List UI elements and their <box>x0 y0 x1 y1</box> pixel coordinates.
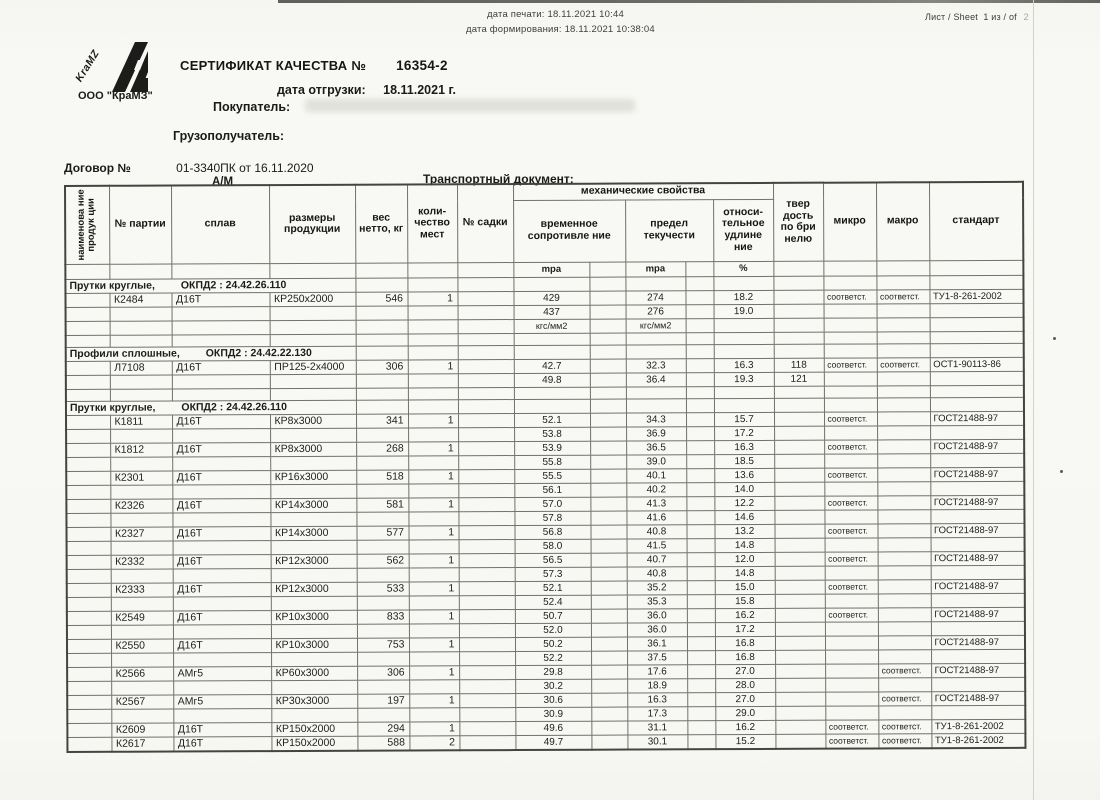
group-cell <box>66 346 356 361</box>
cell: 57.3 <box>515 567 591 581</box>
cell: ГОСТ21488-97 <box>931 607 1025 621</box>
group-okpd-code: ОКПД2 : 24.42.26.110 <box>181 401 287 414</box>
cell: ГОСТ21488-97 <box>930 523 1024 537</box>
form-date-value: 18.11.2021 10:38:04 <box>564 24 655 35</box>
cell: соответст. <box>825 719 878 733</box>
cell: 36.0 <box>627 608 687 622</box>
cell: 27.0 <box>715 664 775 678</box>
cell: К1812 <box>110 443 172 457</box>
col-header-sadka: № садки <box>457 184 513 262</box>
cell: Д16Т <box>172 414 270 428</box>
contract-label: Договор № <box>64 161 131 175</box>
cell: 30.9 <box>515 707 591 721</box>
sheet-label: Лист / Sheet <box>925 12 978 22</box>
group-okpd-code: ОКПД2 : 24.42.26.110 <box>180 279 287 292</box>
cell: К2326 <box>110 499 172 513</box>
cell: 1 <box>409 581 459 595</box>
cell: Д16Т <box>173 582 271 596</box>
cell: 518 <box>356 470 408 484</box>
cell: соответст. <box>878 691 931 705</box>
cell: соответст. <box>876 289 929 303</box>
cell: 18.5 <box>714 454 774 468</box>
scan-dot-artifact <box>1060 470 1063 473</box>
certificate-table <box>64 181 1026 753</box>
print-date-label: дата печати: <box>487 9 545 20</box>
cell: 49.6 <box>515 721 591 735</box>
col-header-places: коли- чество мест <box>407 184 457 262</box>
cell: ОСТ1-90113-86 <box>930 357 1024 371</box>
cell: КР150х2000 <box>271 736 357 751</box>
cell: ПР125-2х4000 <box>270 360 356 374</box>
cell: Д16Т <box>172 526 270 540</box>
cell: 14.8 <box>715 538 775 552</box>
cell: 27.0 <box>715 692 775 706</box>
col-header-micro: микро <box>823 182 876 260</box>
cell: 17.2 <box>714 426 774 440</box>
sheet-value: 1 из / of <box>983 12 1017 22</box>
cell: кгс/мм2 <box>626 318 686 332</box>
cell: 16.3 <box>714 358 774 372</box>
cell: 58.0 <box>515 539 591 553</box>
cell: 34.3 <box>626 412 686 426</box>
cell: Д16Т <box>172 360 270 374</box>
cell: 56.1 <box>514 483 590 497</box>
cell: 53.9 <box>514 441 590 455</box>
scan-top-edge-artifact <box>278 0 1100 3</box>
cell: 28.0 <box>715 678 775 692</box>
cell: соответст. <box>824 439 877 453</box>
cell: АМг5 <box>173 666 271 680</box>
cell: 1 <box>408 359 458 373</box>
cell: 1 <box>408 413 458 427</box>
cell: К2550 <box>111 639 173 653</box>
org-name: ООО "КраМЗ" <box>78 90 153 102</box>
cell: 42.7 <box>514 359 590 373</box>
cell: К2549 <box>111 611 173 625</box>
cell: 30.1 <box>627 734 687 749</box>
cell: КР12х3000 <box>271 582 357 596</box>
cell: 268 <box>356 442 408 456</box>
certificate-title-label: СЕРТИФИКАТ КАЧЕСТВА № <box>180 58 367 73</box>
cell: 753 <box>357 637 409 651</box>
cell: К1811 <box>110 415 172 429</box>
cell: ГОСТ21488-97 <box>931 663 1025 677</box>
buyer-label: Покупатель: <box>213 100 291 114</box>
cell: 53.8 <box>514 427 590 441</box>
cell: КР30х3000 <box>271 694 357 708</box>
cell: Д16Т <box>172 498 270 512</box>
cell: 15.7 <box>714 412 774 426</box>
group-title: Прутки круглые, <box>69 279 155 292</box>
cell: КР14х3000 <box>270 498 356 512</box>
cell: 41.6 <box>626 510 686 524</box>
cell: 36.4 <box>626 372 686 386</box>
scan-dot-artifact <box>1053 337 1056 340</box>
col-header-size: размеры продукции <box>269 185 355 263</box>
cell: 30.2 <box>515 679 591 693</box>
certificate-title <box>180 58 448 73</box>
cell: 19.0 <box>714 304 774 318</box>
cell: соответст. <box>824 467 877 481</box>
cell: 13.6 <box>714 468 774 482</box>
cell: 40.7 <box>627 552 687 566</box>
cell: 533 <box>357 581 409 595</box>
logo-rotated-text: KraMZ <box>73 47 102 85</box>
cell: 306 <box>357 665 409 679</box>
cell: 12.2 <box>714 496 774 510</box>
cell: 274 <box>625 290 685 304</box>
cell: ГОСТ21488-97 <box>930 467 1024 481</box>
cell: 52.0 <box>515 623 591 637</box>
cell: 40.8 <box>626 524 686 538</box>
cell: 16.2 <box>715 608 775 622</box>
cell: 36.1 <box>627 636 687 650</box>
col-header-product-name-text: наименова ние продук ции <box>75 189 98 261</box>
cell: Д16Т <box>172 470 270 484</box>
cell: КР12х3000 <box>271 554 357 568</box>
group-title: Профили сплошные, <box>69 347 180 360</box>
cell: 18.9 <box>627 678 687 692</box>
ship-date-value: 18.11.2021 г. <box>383 83 456 97</box>
cell: соответст. <box>825 733 878 748</box>
cell: 16.8 <box>715 636 775 650</box>
cell: КР10х3000 <box>271 610 357 624</box>
cell: К2609 <box>111 723 173 737</box>
cell: 32.3 <box>626 358 686 372</box>
logo-glyph <box>100 38 160 96</box>
cell: 40.2 <box>626 482 686 496</box>
cell: 562 <box>357 553 409 567</box>
cell: Л7108 <box>110 361 172 375</box>
cell: 41.5 <box>627 538 687 552</box>
col-header-net-weight: вес нетто, кг <box>355 185 407 263</box>
cell: Д16Т <box>173 554 271 568</box>
cell: 1 <box>407 291 457 305</box>
cell: ТУ1-8-261-2002 <box>929 289 1023 303</box>
cell: соответст. <box>878 663 931 677</box>
transport-type: А/М <box>212 176 234 188</box>
cell: 57.0 <box>514 497 590 511</box>
cell: 56.8 <box>514 525 590 539</box>
cell: 16.3 <box>627 692 687 706</box>
cell: 15.2 <box>715 734 775 749</box>
cell: 1 <box>409 553 459 567</box>
col-header-macro: макро <box>876 182 929 260</box>
cell: 14.6 <box>714 510 774 524</box>
cell: КР60х3000 <box>271 666 357 680</box>
cell: Д16Т <box>173 722 271 736</box>
cell: ГОСТ21488-97 <box>930 439 1024 453</box>
cell: 31.1 <box>627 720 687 734</box>
cell: 12.0 <box>715 552 775 566</box>
cell: 16.8 <box>715 650 775 664</box>
cell: КР14х3000 <box>270 526 356 540</box>
cell: 1 <box>408 469 458 483</box>
ship-date-label: дата отгрузки: <box>277 83 366 97</box>
cell: 588 <box>357 735 409 750</box>
cell: 52.1 <box>514 413 590 427</box>
cell: 41.3 <box>626 496 686 510</box>
cell: 55.5 <box>514 469 590 483</box>
cell: КР8х3000 <box>270 442 356 456</box>
cell: 276 <box>626 304 686 318</box>
cell: 14.8 <box>715 566 775 580</box>
cell: 36.9 <box>626 426 686 440</box>
cell: 50.2 <box>515 637 591 651</box>
cell: 17.3 <box>627 706 687 720</box>
cell: 29.0 <box>715 706 775 720</box>
cell: 1 <box>409 693 459 707</box>
cell: Д16Т <box>172 442 270 456</box>
cell: 52.1 <box>515 581 591 595</box>
cell: 52.4 <box>515 595 591 609</box>
transport-doc-label: Транспортный документ: <box>423 172 574 186</box>
col-header-mechanical: механические свойства <box>513 183 773 200</box>
sheet-number: 2 <box>1023 12 1029 22</box>
print-date-line <box>487 9 624 20</box>
cell: 546 <box>355 292 407 306</box>
cell: 19.3 <box>714 372 774 386</box>
cell: соответст. <box>824 411 877 425</box>
certificate-table-wrap <box>64 181 1026 753</box>
cell: 1 <box>408 497 458 511</box>
cell: ГОСТ21488-97 <box>931 551 1025 565</box>
contract-value: 01-3340ПК от 16.11.2020 <box>176 161 314 175</box>
cert-table-body <box>65 275 1025 752</box>
cell: ГОСТ21488-97 <box>931 579 1025 593</box>
sheet-counter <box>925 12 1029 22</box>
cell: К2333 <box>111 583 173 597</box>
table-row <box>67 733 1025 752</box>
cell: 37.5 <box>627 650 687 664</box>
cell: соответст. <box>824 523 877 537</box>
cell: 1 <box>408 441 458 455</box>
table-head <box>65 182 1023 279</box>
cell: 17.2 <box>715 622 775 636</box>
cell: соответст. <box>823 289 876 303</box>
unit-elongation: % <box>713 261 773 276</box>
cell: КР16х3000 <box>270 470 356 484</box>
cell: 36.0 <box>627 622 687 636</box>
cell: Д16Т <box>171 292 269 306</box>
scan-right-edge-line <box>1033 0 1034 800</box>
cell: К2567 <box>111 695 173 709</box>
form-date-line <box>466 24 655 35</box>
cell: ТУ1-8-261-2002 <box>931 719 1025 733</box>
cell: КР250х2000 <box>269 292 355 306</box>
cell: Д16Т <box>173 638 271 652</box>
cell: 341 <box>356 414 408 428</box>
cell: 15.0 <box>715 580 775 594</box>
cell: ГОСТ21488-97 <box>930 495 1024 509</box>
cell: ГОСТ21488-97 <box>931 635 1025 649</box>
col-header-product-name <box>65 186 109 264</box>
cell: 118 <box>774 358 824 372</box>
group-cell <box>66 400 356 415</box>
cell: 29.8 <box>515 665 591 679</box>
cell: 30.6 <box>515 693 591 707</box>
cell: К2617 <box>111 737 173 752</box>
group-okpd-code: ОКПД2 : 24.42.22.130 <box>205 346 312 360</box>
unit-tensile: mpa <box>513 262 589 277</box>
cell: 55.8 <box>514 455 590 469</box>
cell: 581 <box>356 498 408 512</box>
cell: К2301 <box>110 471 172 485</box>
cell: 306 <box>356 360 408 374</box>
cell: КР8х3000 <box>270 414 356 428</box>
cell: 577 <box>356 526 408 540</box>
cell: 437 <box>514 305 590 319</box>
cell: 16.3 <box>714 440 774 454</box>
cell: КР10х3000 <box>271 638 357 652</box>
cell: 1 <box>409 637 459 651</box>
col-header-standard: стандарт <box>929 182 1023 260</box>
cell: К2332 <box>111 555 173 569</box>
cell: 1 <box>408 525 458 539</box>
print-date-value: 18.11.2021 10:44 <box>547 9 624 20</box>
cell: 35.3 <box>627 594 687 608</box>
form-date-label: дата формирования: <box>466 24 562 35</box>
cell: соответст. <box>878 719 931 733</box>
cell: 39.0 <box>626 454 686 468</box>
cell: 1 <box>409 609 459 623</box>
cell: 49.7 <box>515 735 591 750</box>
ship-date-line <box>277 83 456 97</box>
cell: К2327 <box>110 527 172 541</box>
col-header-batch: № партии <box>109 186 171 264</box>
cell: соответст. <box>877 357 930 371</box>
cell: соответст. <box>825 579 878 593</box>
cell: 294 <box>357 721 409 735</box>
col-header-alloy: сплав <box>171 185 269 263</box>
col-header-elongation: относи- тельное удлине ние <box>713 199 773 261</box>
cell: соответст. <box>824 495 877 509</box>
cell: 13.2 <box>714 524 774 538</box>
col-header-yield: предел текучести <box>625 199 713 261</box>
cell: К2566 <box>111 667 173 681</box>
cell: КР150х2000 <box>271 722 357 736</box>
cell: Д16Т <box>173 736 271 751</box>
cell: 121 <box>774 372 824 386</box>
cell: 17.6 <box>627 664 687 678</box>
group-cell <box>65 278 355 293</box>
cell: кгс/мм2 <box>514 319 590 333</box>
group-title: Прутки круглые, <box>69 401 156 414</box>
cell: 57.8 <box>514 511 590 525</box>
redacted-buyer-smudge <box>305 99 635 112</box>
cell: 49.8 <box>514 373 590 387</box>
cell: 833 <box>357 609 409 623</box>
cell: 35.2 <box>627 580 687 594</box>
cell: 2 <box>409 735 459 750</box>
cell: 429 <box>513 291 589 305</box>
cell: К2484 <box>109 293 171 307</box>
col-header-hardness: твер дость по бри нелю <box>773 183 823 261</box>
contract-line <box>64 161 314 175</box>
cell: ГОСТ21488-97 <box>931 691 1025 705</box>
cell: соответст. <box>878 733 931 748</box>
cell: 16.2 <box>715 720 775 734</box>
cell: 14.0 <box>714 482 774 496</box>
cell: 197 <box>357 693 409 707</box>
cell: ГОСТ21488-97 <box>930 411 1024 425</box>
cell: соответст. <box>825 607 878 621</box>
cell: 40.8 <box>627 566 687 580</box>
cell: 15.8 <box>715 594 775 608</box>
consignee-label: Грузополучатель: <box>173 129 285 143</box>
unit-yield: mpa <box>625 261 685 276</box>
company-logo <box>100 38 160 96</box>
cell: 40.1 <box>626 468 686 482</box>
cell: 18.2 <box>713 290 773 304</box>
cell: 1 <box>409 721 459 735</box>
certificate-number: 16354-2 <box>396 58 448 73</box>
cell: 36.5 <box>626 440 686 454</box>
cell: ТУ1-8-261-2002 <box>931 733 1025 748</box>
cell: соответст. <box>825 551 878 565</box>
cell: 52.2 <box>515 651 591 665</box>
col-header-tensile: временное сопротивле ние <box>513 200 625 262</box>
cell: 56.5 <box>515 553 591 567</box>
cell: АМг5 <box>173 694 271 708</box>
cell: соответст. <box>824 357 877 371</box>
cell: Д16Т <box>173 610 271 624</box>
cell: 50.7 <box>515 609 591 623</box>
cell: 1 <box>409 665 459 679</box>
